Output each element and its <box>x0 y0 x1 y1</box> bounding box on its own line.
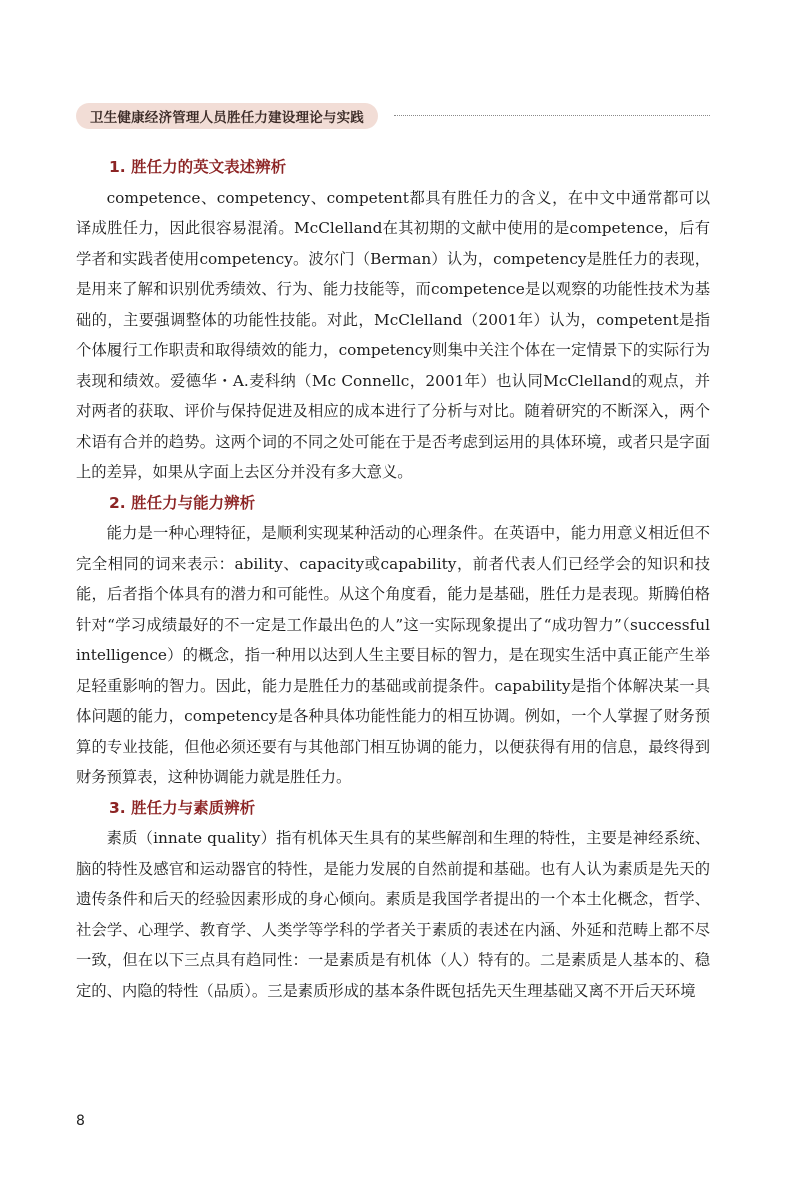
section-heading: 3. 胜任力与素质辨析 <box>109 798 256 817</box>
page-body <box>76 152 710 1006</box>
running-header <box>76 103 710 129</box>
page-number: 8 <box>76 1113 85 1129</box>
section-english-terms <box>76 152 710 488</box>
header-dotted-rule <box>394 115 710 116</box>
section-competency-vs-quality <box>76 793 710 1007</box>
section-competency-vs-ability <box>76 488 710 793</box>
book-title-banner: 卫生健康经济管理人员胜任力建设理论与实践 <box>76 103 378 129</box>
paragraph: 素质（innate quality）指有机体天生具有的某些解剖和生理的特性，主要是神经系统、脑的特性及感官和运动器官的特性，是能力发展的自然前提和基础。也有人认为素质是先天的遗传条件和后天的经验因素形成的身心倾向。素质是我国学者提出的一个本土化概念，哲学、社会学、心理学、教育学、人类学等学科的学者关于素质的表述在内涵、外延和范畴上都不尽一致，但在以下三点具有趋同性：一是素质是有机体（人）特有的。二是素质是人基本的、稳定的、内隐的特性（品质）。三是素质形成的基本条件既包括先天生理基础又离不开后天环境 <box>76 829 710 1000</box>
paragraph: competence、competency、competent都具有胜任力的含义，在中文中通常都可以译成胜任力，因此很容易混淆。McClelland在其初期的文献中使用的是competence，后有学者和实践者使用competency。波尔门（Berman）认为，competency是胜任力的表现，是用来了解和识别优秀绩效、行为、能力技能等，而competence是以观察的功能性技术为基础的，主要强调整体的功能性技能。对此，McClelland（2001年）认为，competent是指个体履行工作职责和取得绩效的能力，competency则集中关注个体在一定情景下的实际行为表现和绩效。爱德华・A.麦科纳（Mc Connellc，2001年）也认同McClelland的观点，并对两者的获取、评价与保持促进及相应的成本进行了分析与对比。随着研究的不断深入，两个术语有合并的趋势。这两个词的不同之处可能在于是否考虑到运用的具体环境，或者只是字面上的差异，如果从字面上去区分并没有多大意义。 <box>76 188 710 481</box>
paragraph: 能力是一种心理特征，是顺利实现某种活动的心理条件。在英语中，能力用意义相近但不完全相同的词来表示：ability、capacity或capability，前者代表人们已经学会的知识和技能，后者指个体具有的潜力和可能性。从这个角度看，能力是基础，胜任力是表现。斯腾伯格针对“学习成绩最好的不一定是工作最出色的人”这一实际现象提出了“成功智力”（successful intelligence）的概念，指一种用以达到人生主要目标的智力，是在现实生活中真正能产生举足轻重影响的智力。因此，能力是胜任力的基础或前提条件。capability是指个体解决某一具体问题的能力，competency是各种具体功能性能力的相互协调。例如，一个人掌握了财务预算的专业技能，但他必须还要有与其他部门相互协调的能力，以便获得有用的信息，最终得到财务预算表，这种协调能力就是胜任力。 <box>76 524 710 786</box>
section-heading: 2. 胜任力与能力辨析 <box>109 493 256 512</box>
section-heading: 1. 胜任力的英文表述辨析 <box>109 158 287 176</box>
